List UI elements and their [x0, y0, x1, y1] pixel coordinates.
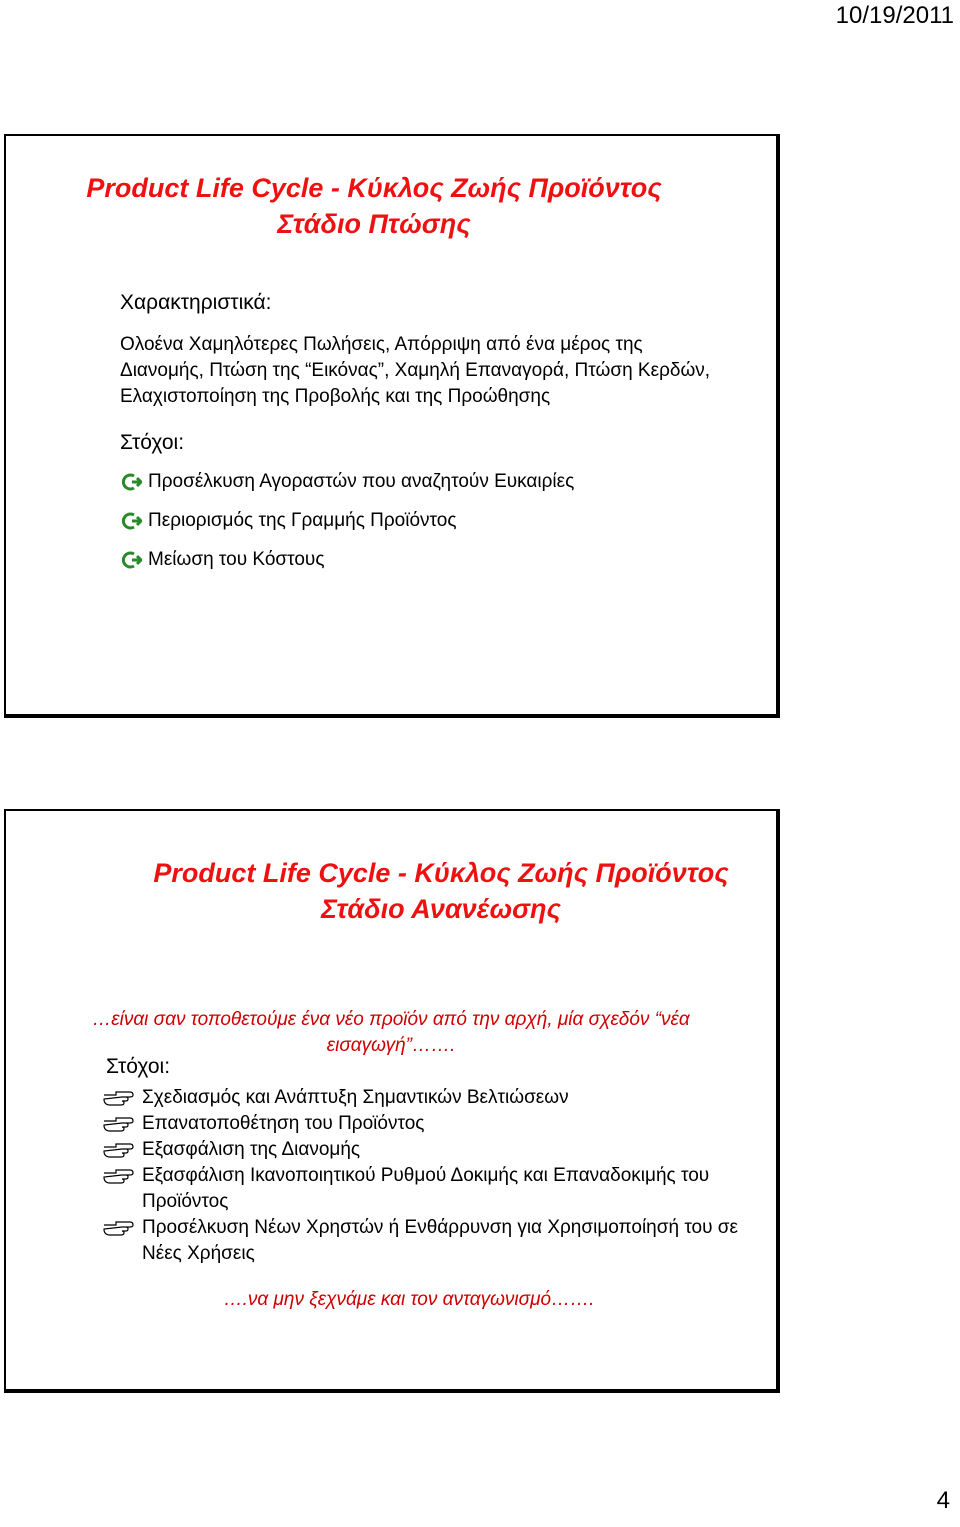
intro-line: εισαγωγή”…….: [326, 1035, 456, 1056]
goal-item: [102, 1137, 752, 1163]
goal-label: Εξασφάλιση της Διανομής: [142, 1139, 361, 1160]
characteristics-line: Ολοένα Χαμηλότερες Πωλήσεις, Απόρριψη από ένα μέρος της: [120, 334, 643, 355]
slide-decline-stage: [4, 134, 780, 718]
slide-renewal-stage: [4, 809, 780, 1393]
goal-item: [102, 1163, 752, 1215]
title-line-2: Στάδιο Ανανέωσης: [321, 894, 561, 924]
goal-item: [120, 471, 574, 493]
pointing-hand-icon: [102, 1139, 134, 1159]
goal-label: Εξασφάλιση Ικανοποιητικού Ρυθμού Δοκιμής και Επαναδοκιμής του Προϊόντος: [142, 1165, 710, 1212]
pointing-hand-icon: [102, 1087, 134, 1107]
page-number: 4: [936, 1487, 950, 1514]
page-date: 10/19/2011: [835, 2, 954, 29]
characteristics-text: [120, 332, 710, 410]
goal-label: Προσέλκυση Αγοραστών που αναζητούν Ευκαιρίες: [148, 471, 575, 492]
goal-item: [120, 549, 324, 571]
goal-item: [102, 1111, 752, 1137]
characteristics-line: Ελαχιστοποίηση της Προβολής και της Προώθησης: [120, 386, 551, 407]
title-line-1: Product Life Cycle - Κύκλος Ζωής Προϊόντος: [86, 173, 662, 203]
outro-text: ….να μην ξεχνάμε και τον ανταγωνισμό…….: [223, 1289, 595, 1310]
goal-item: [102, 1085, 752, 1111]
slide-title: [146, 855, 776, 927]
title-line-2: Στάδιο Πτώσης: [277, 209, 471, 239]
goal-label: Μείωση του Κόστους: [148, 549, 325, 570]
goal-item: [102, 1215, 752, 1267]
goal-label: Προσέλκυση Νέων Χρηστών ή Ενθάρρυνση για Χρησιμοποίησή του σε Νέες Χρήσεις: [142, 1217, 738, 1264]
characteristics-heading: Χαρακτηριστικά:: [120, 291, 272, 314]
intro-line: …είναι σαν τοποθετούμε ένα νέο προϊόν από την αρχή, μία σχεδόν “νέα: [92, 1009, 690, 1030]
goal-label: Περιορισμός της Γραμμής Προϊόντος: [148, 510, 457, 531]
pointing-hand-icon: [102, 1113, 134, 1133]
curved-arrow-icon: [120, 551, 142, 569]
goal-label: Σχεδιασμός και Ανάπτυξη Σημαντικών Βελτιώσεων: [142, 1087, 569, 1108]
title-line-1: Product Life Cycle - Κύκλος Ζωής Προϊόντος: [153, 858, 729, 888]
pointing-hand-icon: [102, 1165, 134, 1185]
pointing-hand-icon: [102, 1217, 134, 1237]
goals-heading: Στόχοι:: [106, 1055, 171, 1078]
goals-list: [102, 1085, 752, 1267]
slide-title: [6, 170, 776, 242]
characteristics-line: Διανομής, Πτώση της “Εικόνας”, Χαμηλή Επαναγορά, Πτώση Κερδών,: [120, 360, 711, 381]
curved-arrow-icon: [120, 473, 142, 491]
goal-label: Επανατοποθέτηση του Προϊόντος: [142, 1113, 425, 1134]
intro-text: [66, 1007, 716, 1059]
curved-arrow-icon: [120, 512, 142, 530]
goal-item: [120, 510, 457, 532]
goals-heading: Στόχοι:: [120, 431, 185, 454]
